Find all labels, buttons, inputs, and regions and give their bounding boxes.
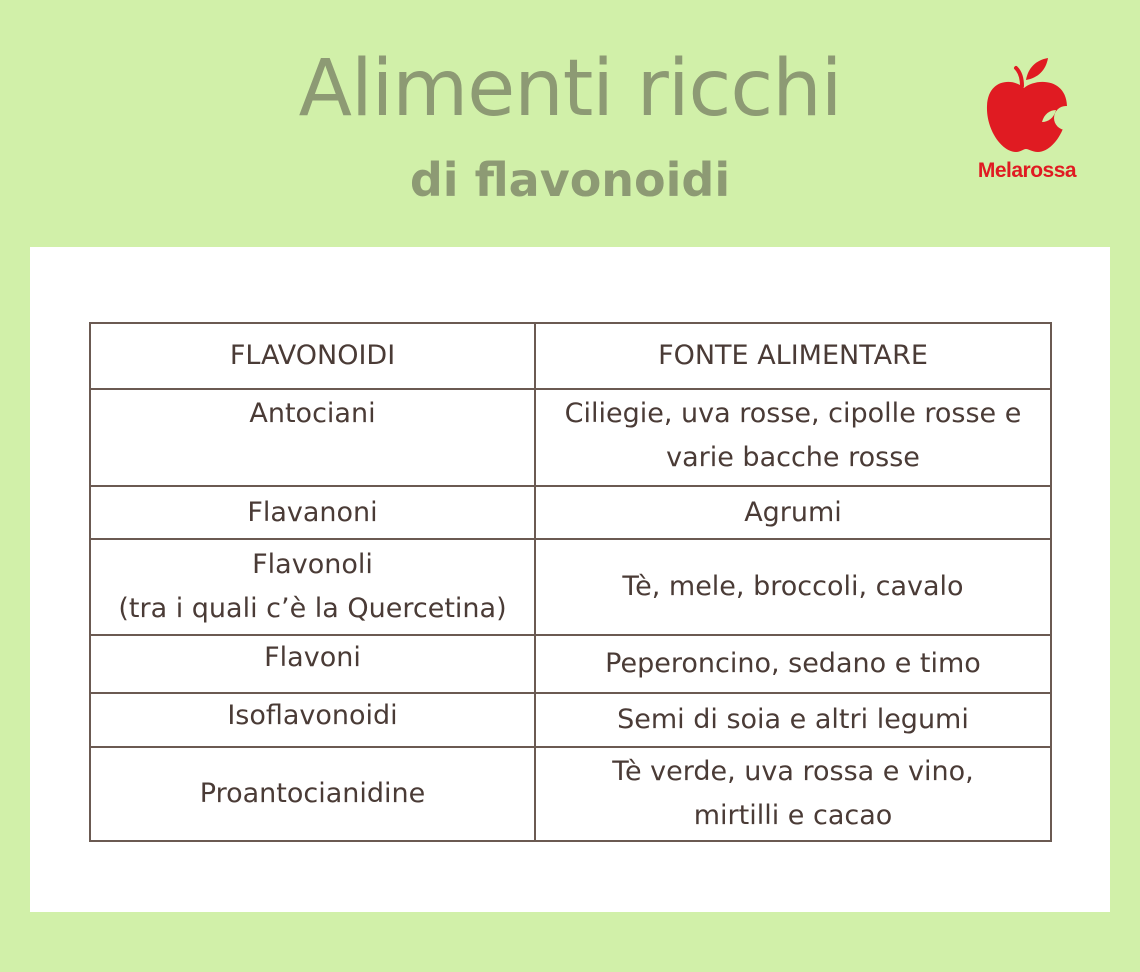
page-title: Alimenti ricchi: [298, 44, 842, 134]
food-source-line: varie bacche rosse: [666, 442, 920, 473]
flavonoid-cell: [90, 747, 535, 841]
flavonoid-cell: [90, 486, 535, 539]
flavonoid-name: Flavoni: [264, 642, 361, 673]
flavonoid-cell: [90, 389, 535, 486]
food-source-line: Ciliegie, uva rosse, cipolle rosse e: [564, 398, 1022, 429]
flavonoid-name: Antociani: [249, 398, 376, 429]
table-row: [90, 635, 1051, 693]
food-source-cell: [535, 389, 1051, 486]
table-row: [90, 747, 1051, 841]
food-source-cell: [535, 635, 1051, 693]
food-source-cell: [535, 539, 1051, 635]
food-source-cell: [535, 693, 1051, 747]
column-header-flavonoids: FLAVONOIDI: [90, 323, 535, 389]
food-source-line: Semi di soia e altri legumi: [617, 704, 969, 735]
flavonoid-cell: [90, 693, 535, 747]
food-source-line: Tè, mele, broccoli, cavalo: [622, 571, 964, 602]
melarossa-logo: [962, 56, 1092, 188]
table-row: [90, 693, 1051, 747]
food-source-line: Tè verde, uva rossa e vino,: [612, 756, 974, 787]
food-source-cell: [535, 747, 1051, 841]
food-source-cell: [535, 486, 1051, 539]
table-row: [90, 486, 1051, 539]
logo-text: Melarossa: [977, 159, 1077, 182]
column-header-food-source: FONTE ALIMENTARE: [535, 323, 1051, 389]
table-row: [90, 389, 1051, 486]
food-source-line: Agrumi: [744, 496, 842, 528]
flavonoids-table: [89, 322, 1052, 842]
flavonoid-name: Flavonoli: [252, 549, 373, 580]
flavonoid-note: (tra i quali c’è la Quercetina): [118, 593, 507, 624]
page-subtitle: di flavonoidi: [409, 153, 731, 207]
flavonoid-name: Proantocianidine: [199, 778, 426, 809]
flavonoid-name: Flavanoni: [247, 496, 378, 528]
flavonoid-cell: [90, 635, 535, 693]
flavonoid-name: Isoflavonoidi: [227, 700, 398, 731]
food-source-line: Peperoncino, sedano e timo: [605, 648, 981, 679]
table-header-row: [90, 323, 1051, 389]
table-row: [90, 539, 1051, 635]
food-source-line: mirtilli e cacao: [693, 800, 893, 831]
apple-icon: [984, 56, 1070, 156]
flavonoid-cell: [90, 539, 535, 635]
